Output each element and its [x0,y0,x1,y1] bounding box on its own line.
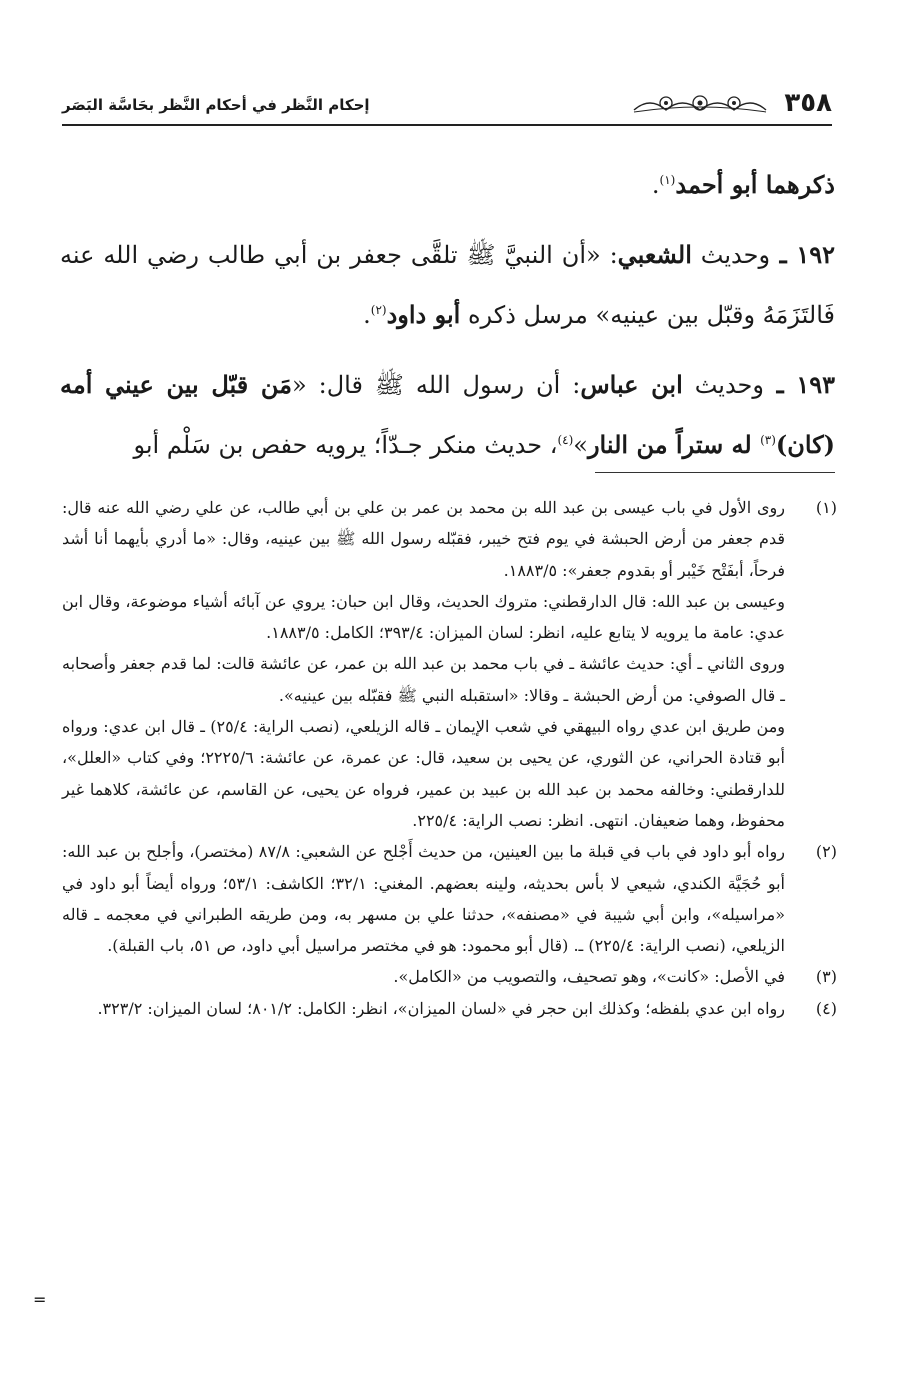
footnote-paragraph: وعيسى بن عبد الله: قال الدارقطني: متروك الحديث، وقال ابن حبان: يروي عن آبائه أشياء موضوعة، وقال ابن عدي: عامة ما يرويه لا يتابع عليه، انظر: لسان الميزان: ٣٩٣/٤؛ الكامل: ١٨٨٣/٥. [62,591,785,643]
footnote-paragraph: رواه ابن عدي بلفظه؛ وكذلك ابن حجر في «لسان الميزان»، انظر: الكامل: ٨٠١/٢؛ لسان الميزان: ٣٢٣/٢. [97,998,785,1018]
footnote-2 [62,836,837,961]
footnote-ref: (١) [659,173,676,187]
ornament-icon [630,90,770,118]
footnote-number: (٣) [815,967,837,987]
footnote-separator [595,472,835,473]
footnote-ref: (٤) [557,433,574,447]
paragraph-1: ذكرهما أبو أحمد$^{(١)}$. [651,170,835,199]
footnote-paragraph: روى الأول في باب عيسى بن عبد الله بن محمد بن عمر بن علي بن أبي طالب، عن علي رضي الله عنه قال: قدم جعفر من أرض الحبشة في يوم فتح خيبر، فقبّله رسول الله ﷺ بين عينيه، وقال: «ما أدري بأيهما أنا أشد فرحاً، أبفَتْح خَيْبر أو بقدوم جعفر»: ١٨٨٣/٥. [62,498,785,580]
hadith-text: مَن قبّل بين عيني أمه (كان) [60,370,835,459]
page-number: ٣٥٨ [784,88,832,118]
footnote-ref: (٢) [370,303,387,317]
footnote-paragraph: رواه أبو داود في باب في قبلة ما بين العينين، من حديث أَجْلح عن الشعبي: ٨٧/٨ (مختصر)، وأجلح بن عبد الله: أبو حُجَيَّة الكندي، شيعي لا بأس بحديثه، ولينه بعضهم. المغني: ٣٢/١؛ الكاشف: ٥٣/١؛ ورواه أيضاً أبو داود في «مراسيله»، وابن أبي شيبة في «مصنفه»، حدثنا علي بن مسهر به، ومن طريقه الطبراني في معجمه ـ قاله الزيلعي، (نصب الراية: ٢٢٥/٤) ـ. (قال أبو محمود: هو في مختصر مراسيل أبي داود، ص ٥١، باب القبلة). [62,842,785,956]
main-text [60,155,835,475]
narrator-name: ابن عباس [580,370,683,399]
narrator-name: الشعبي [617,240,692,269]
footnotes [62,492,837,1024]
footnote-4 [62,993,837,1024]
footnote-paragraph: ومن طريق ابن عدي رواه البيهقي في شعب الإيمان ـ قاله الزيلعي، (نصب الراية: ٢٥/٤) ـ قال ابن عدي: ورواه أبو قتادة الحراني، عن الثوري، عن يحيى بن سعيد، قال: عن عمرة، عن عائشة: ٢٢٢٥/٦؛ وفي كتاب «العلل»، للدارقطني: وخالفه محمد بن عبد الله بن عبيد بن عمير، فرواه عن يحيى، عن القاسم، عن عائشة، كلاهما غير محفوظ، وهما ضعيفان. انتهى. انظر: نصب الراية: ٢٢٥/٤. [62,717,786,830]
footnote-number: (٢) [815,842,837,862]
source-name: أبو داود [386,300,461,329]
paragraph-192: ١٩٢ ـ وحديث الشعبي: «أن النبيَّ ﷺ تلقَّى جعفر بن أبي طالب رضي الله عنه فَالتَزَمَهُ وقبّل بين عينيه» مرسل ذكره أبو داود$^{(٢)}$. [60,240,835,329]
footnote-paragraph: وروى الثاني ـ أي: حديث عائشة ـ في باب محمد بن عبد الله بن عمر، عن عائشة قالت: لما قدم جعفر وأصحابه ـ قال الصوفي: من أرض الحبشة ـ وقالا: «استقبله النبي ﷺ فقبّله بين عينيه». [62,654,785,705]
footnote-ref: (٣) [760,433,776,447]
margin-mark: = [33,1290,47,1309]
footnote-1 [62,492,837,836]
footnote-number: (١) [815,498,837,517]
footnote-3 [62,961,837,992]
paragraph-193: ١٩٣ ـ وحديث ابن عباس: أن رسول الله ﷺ قال: «مَن قبّل بين عيني أمه (كان)$^{(٣)}$ له ستراً من النار»$^{(٤)}$، حديث منكر جـدّاً؛ يرويه حفص بن سَلْم أبو [60,370,836,459]
running-title: إحكام النَّظر في أحكام النَّظر بحَاسَّة البَصَر [62,96,370,114]
hadith-text: له ستراً من النار [587,430,761,459]
footnote-number: (٤) [815,998,837,1018]
header-rule [62,124,832,126]
page-header [62,86,832,126]
footnote-paragraph: في الأصل: «كانت»، وهو تصحيف، والتصويب من «الكامل». [393,967,785,987]
